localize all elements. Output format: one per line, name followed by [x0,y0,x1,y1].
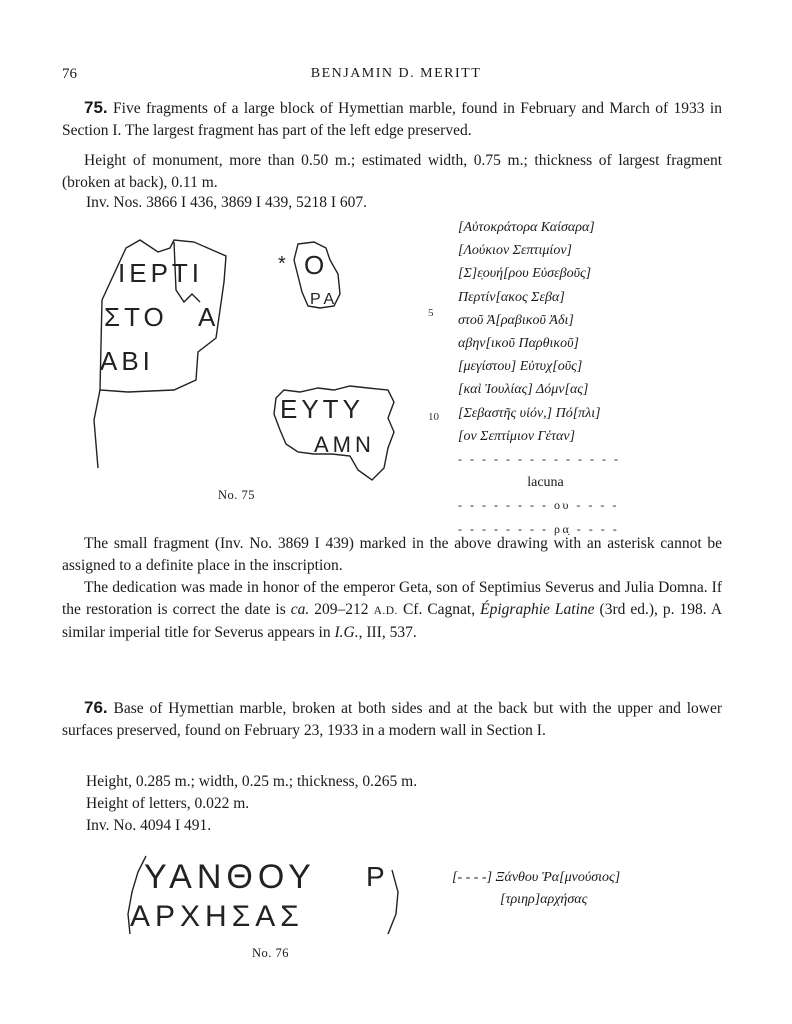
fragment-a-edge [94,390,100,468]
commentary-ca: ca. [290,601,310,618]
fragment-small-asterisk: * [278,253,290,275]
fragment-c-line-2: ΑΜΝ [314,432,375,457]
fragment-c-line-1: ΕΥΤΥ [280,394,364,424]
commentary-cf: Cf. Cagnat, [397,601,481,618]
commentary-book: Épigraphie Latine [480,601,595,618]
entry-76-number: 76. [84,698,108,717]
fragment-a-line-1: ΙΕΡΤΙ [118,258,204,288]
transcription-line: [Λούκιον Σεπτιμίον] [458,243,572,259]
fragment-drawing-75 [88,230,413,485]
commentary-date: 209–212 [309,601,374,618]
entry-76-height: Height, 0.285 m.; width, 0.25 m.; thickness, 0.265 m. [86,773,418,790]
transcription-line: [ον Σεπτίμιον Γέταν] [458,428,576,444]
line-number-5: 5 [428,307,434,319]
transcription-75 [458,216,633,541]
transcription-line: [Αὐτοκράτορα Καίσαρα] [458,220,595,235]
figure-caption-75: No. 75 [218,488,256,502]
fragment-small-line-1: Ο [304,250,329,280]
entry-75-number: 75. [84,98,108,117]
figure-caption-76: No. 76 [252,946,290,960]
entry-76-intro-text: Base of Hymettian marble, broken at both sides and at the back but with the upper and lower surfaces preserved, found on February 23, 1933 in a modern wall in Section I. [62,700,722,739]
commentary-ig: I.G. [334,624,359,641]
commentary-end: , III, 537. [358,624,417,641]
transcription-dashes: - - - - - - - - ου - - - - [458,498,619,513]
fragment-76-line-1: ΥΑΝΘΟΥ [144,858,316,896]
transcription-line: στοῦ Ἀ[ραβικοῦ Ἀδι] [458,312,574,328]
fragment-76-line-2: ΑΡΧΗΣΑΣ [130,900,304,933]
fragment-a-line-3: ΑΒΙ [100,346,154,376]
entry-75-dimensions: Height of monument, more than 0.50 m.; estimated width, 0.75 m.; thickness of largest fragment (broken at back), 0.11 m. [62,152,722,191]
entry-76-inventory: Inv. No. 4094 I 491. [86,817,212,834]
transcription-line: [καὶ Ἰουλίας] Δόμν[ας] [458,382,589,398]
transcription-line: αβην[ικοῦ Παρθικοῦ] [458,336,580,352]
page-number: 76 [62,66,77,82]
fragment-a-line-2: ΣΤΟ [104,302,168,332]
running-head: BENJAMIN D. MERITT [310,66,482,81]
fragment-a-extra: Α [198,302,220,332]
fragment-small-line-2: ΡΑ [310,291,339,308]
line-number-10: 10 [428,411,439,423]
entry-75-inventory: Inv. Nos. 3866 I 436, 3869 I 439, 5218 I 607. [86,194,367,211]
commentary-text: The dedication was made in honor of the emperor Geta, son of Septimius Severus and Julia Domna. If the restoration is correct the date is [62,579,722,618]
transcription-line: [Σ]ε̣ουή[ρου Εὐσεβοῦς] [458,266,592,282]
commentary-75-asterisk: The small fragment (Inv. No. 3869 I 439) marked in the above drawing with an asterisk cannot be assigned to a definite place in the inscription. [62,535,722,574]
fragment-76-line-1-tail: Ρ [366,861,390,892]
transcription-dashes: - - - - - - - - ρα̣ - - - - [458,521,620,536]
commentary-ad: A.D. [373,605,398,617]
entry-76-intro [62,697,722,742]
transcription-line: [Σεβαστῆς υἱόν,] Πό[πλι] [458,405,601,421]
transcription-76-line-2: [τριηρ]αρχήσας [500,892,588,907]
commentary-rest: (3rd ed.), p. 198. A similar imperial title for Severus appears in [62,601,723,641]
transcription-76-line-1: [- - - -] Ξάνθου Ῥα[μνούσιος] [452,870,621,885]
fragment-drawing-76 [116,848,412,940]
commentary-75-dedication [62,577,722,644]
transcription-line: [μεγίστου] Εὐτυχ[οῦς] [458,359,583,375]
transcription-line: Περτίν[ακος Σεβα] [458,289,565,305]
transcription-lacuna: lacuna [527,475,564,491]
entry-75-intro-text: Five fragments of a large block of Hymettian marble, found in February and March of 1933 in Section I. The largest fragment has part of the left edge preserved. [62,100,722,139]
entry-76-letters: Height of letters, 0.022 m. [86,795,250,812]
transcription-dashes: - - - - - - - - - - - - - - [458,452,621,467]
entry-75-intro [62,97,722,142]
